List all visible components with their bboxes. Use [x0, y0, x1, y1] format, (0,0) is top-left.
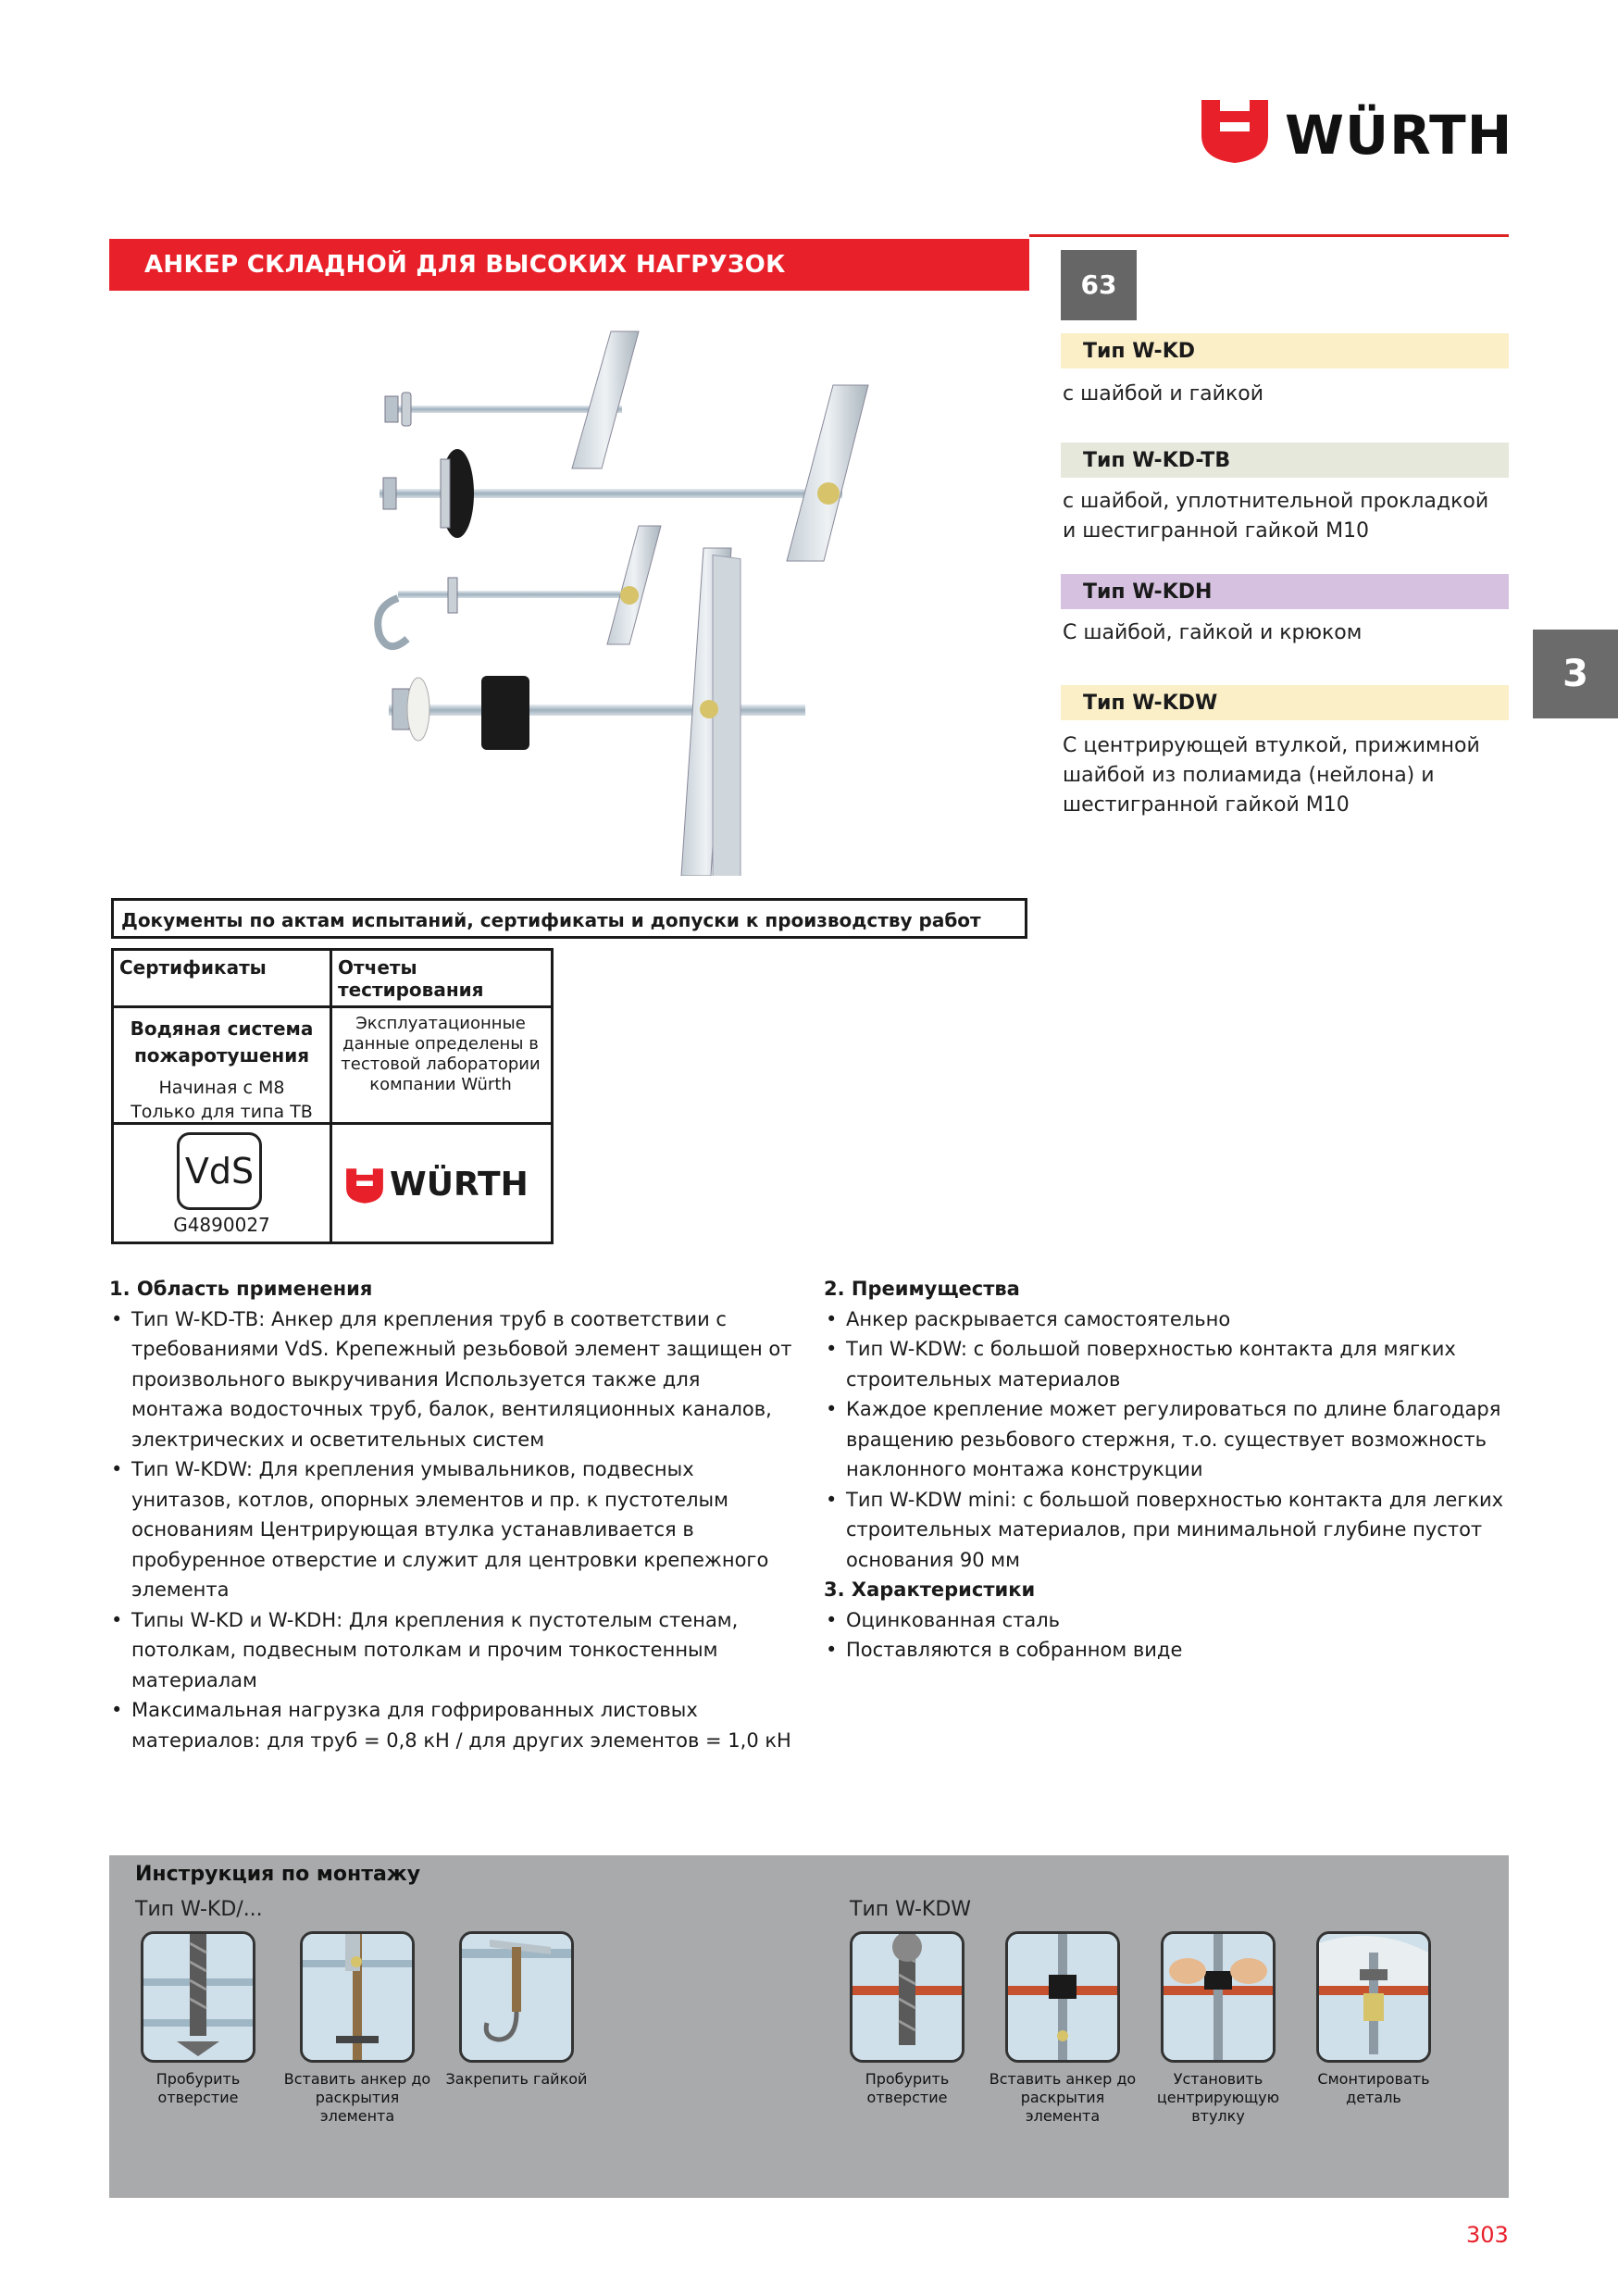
cert-name: Водяная система пожаротушения [130, 1017, 314, 1067]
step-caption: Вставить анкер до раскрытия элемента [283, 2070, 431, 2125]
report-text: Эксплуатационные данные определены в тестовой лаборатории компании Würth [341, 1014, 541, 1094]
drill-illustration [141, 1931, 255, 2063]
cert-line1: Начиная с М8 [158, 1078, 285, 1098]
installation-panel [109, 1855, 1509, 2198]
step-insert-kdw [989, 1931, 1137, 2125]
header-divider [1029, 234, 1509, 237]
vds-cell [114, 1125, 332, 1242]
list-item: • Поставляются в собранном виде [824, 1635, 1509, 1666]
step-caption: Закрепить гайкой [445, 2070, 588, 2088]
step-mount [1316, 1931, 1431, 2124]
section-application [109, 1274, 794, 1755]
list-item: • Максимальная нагрузка для гофрированных листовых материалов: для труб = 0,8 кН / для других элементов = 1,0 кН [109, 1695, 794, 1755]
vds-number: G4890027 [173, 1214, 270, 1236]
logo-text: WÜRTH [1285, 104, 1513, 167]
wurth-cell [332, 1125, 551, 1242]
panel-title: Инструкция по монтажу [135, 1863, 421, 1886]
cert-col-head-label: Сертификаты [119, 956, 267, 979]
mount-illustration [1316, 1931, 1431, 2063]
certificates-table [111, 948, 554, 1244]
list-item: • Тип W-KDW: Для крепления умывальников, подвесных унитазов, котлов, опорных элементов и пр. к пустотелым основаниям Центрирующая втулка устанавливается в пробуренное отверстие и служит для центровки крепежного элемента [109, 1454, 794, 1605]
page-title: АНКЕР СКЛАДНОЙ ДЛЯ ВЫСОКИХ НАГРУЗОК [144, 251, 786, 279]
wurth-logo [1200, 98, 1511, 165]
step-sleeve [1156, 1931, 1280, 2125]
cert-line2: Только для типа ТВ [131, 1102, 313, 1122]
step-caption: Смонтировать деталь [1317, 2070, 1430, 2106]
type-head-wkdw [1061, 685, 1509, 720]
type-head-wkd-tb [1061, 443, 1509, 478]
type-name: Тип W-KDH [1083, 580, 1213, 604]
chapter-tab[interactable]: 3 [1533, 630, 1618, 718]
list-item: • Оцинкованная сталь [824, 1605, 1509, 1636]
type-name: Тип W-KD [1083, 340, 1195, 363]
type-name: Тип W-KD-TB [1083, 449, 1231, 472]
insert-kdw-illustration [1005, 1931, 1120, 2063]
drill-kdw-illustration [850, 1931, 965, 2063]
advantages-list [824, 1304, 1509, 1576]
list-item: • Типы W-KD и W-KDH: Для крепления к пустотелым стенам, потолкам, подвесным потолкам и прочим тонкостенным материалам [109, 1605, 794, 1696]
list-item: • Тип W-KDW mini: с большой поверхностью контакта для легких строительных материалов, при минимальной глубине пустот основания 90 мм [824, 1485, 1509, 1576]
type-head-wkd [1061, 333, 1509, 368]
group2-label: Тип W-KDW [850, 1898, 972, 1921]
report-col-head [332, 951, 551, 1008]
docs-title-box [111, 898, 1027, 939]
list-item: • Тип W-KD-TB: Анкер для крепления труб в соответствии с требованиями VdS. Крепежный резьбовой элемент защищен от произвольного выкручивания Используется также для монтажа водосточных труб, балок, вентиляционных каналов, электрических и осветительных систем [109, 1304, 794, 1455]
type-desc: с шайбой, уплотнительной прокладкой и шестигранной гайкой М10 [1063, 490, 1489, 543]
step-caption: Установить центрирующую втулку [1156, 2070, 1280, 2125]
step-caption: Вставить анкер до раскрытия элемента [989, 2070, 1137, 2125]
cert-info-cell [114, 1008, 332, 1125]
step-caption: Пробурить отверстие [865, 2070, 950, 2106]
type-head-wkdh [1061, 574, 1509, 609]
step-drill-kdw [850, 1931, 965, 2124]
cert-col-head [114, 951, 332, 1008]
report-info-cell [332, 1008, 551, 1125]
application-list [109, 1304, 794, 1756]
product-photo [361, 330, 879, 876]
step-drill [141, 1931, 255, 2124]
docs-title: Документы по актам испытаний, сертификаты и допуски к производству работ [121, 909, 981, 931]
step-caption: Пробурить отверстие [156, 2070, 241, 2106]
type-desc: С центрирующей втулкой, прижимной шайбой из полиамида (нейлона) и шестигранной гайкой М10 [1063, 734, 1480, 817]
report-col-head-label: Отчеты тестирования [338, 956, 484, 1001]
title-band [109, 239, 1029, 291]
list-item: • Анкер раскрывается самостоятельно [824, 1304, 1509, 1335]
list-item: • Каждое крепление может регулироваться по длине благодаря вращению резьбового стержня, т.о. существует возможность наклонного монтажа конструкции [824, 1394, 1509, 1485]
wurth-logo-text: WÜRTH [390, 1166, 529, 1204]
group1-label: Тип W-KD/... [135, 1898, 263, 1921]
section-heading: 1. Область применения [109, 1278, 373, 1300]
page-badge: 63 [1061, 250, 1137, 320]
characteristics-list [824, 1605, 1509, 1666]
section-advantages [824, 1274, 1509, 1666]
sleeve-illustration [1161, 1931, 1276, 2063]
vds-logo: VdS [177, 1132, 262, 1210]
type-desc: с шайбой и гайкой [1063, 382, 1263, 406]
page-number: 303 [1466, 2222, 1509, 2248]
section-heading: 2. Преимущества [824, 1278, 1020, 1300]
fix-nut-illustration [459, 1931, 574, 2063]
wurth-emblem-icon [1200, 98, 1270, 165]
step-insert [283, 1931, 431, 2125]
type-name: Тип W-KDW [1083, 692, 1218, 715]
insert-illustration [300, 1931, 415, 2063]
list-item: • Тип W-KDW: с большой поверхностью контакта для мягких строительных материалов [824, 1334, 1509, 1394]
wurth-emblem-icon [345, 1164, 384, 1208]
step-fix-nut [445, 1931, 588, 2124]
type-desc: С шайбой, гайкой и крюком [1063, 621, 1363, 644]
section-heading: 3. Характеристики [824, 1578, 1036, 1601]
